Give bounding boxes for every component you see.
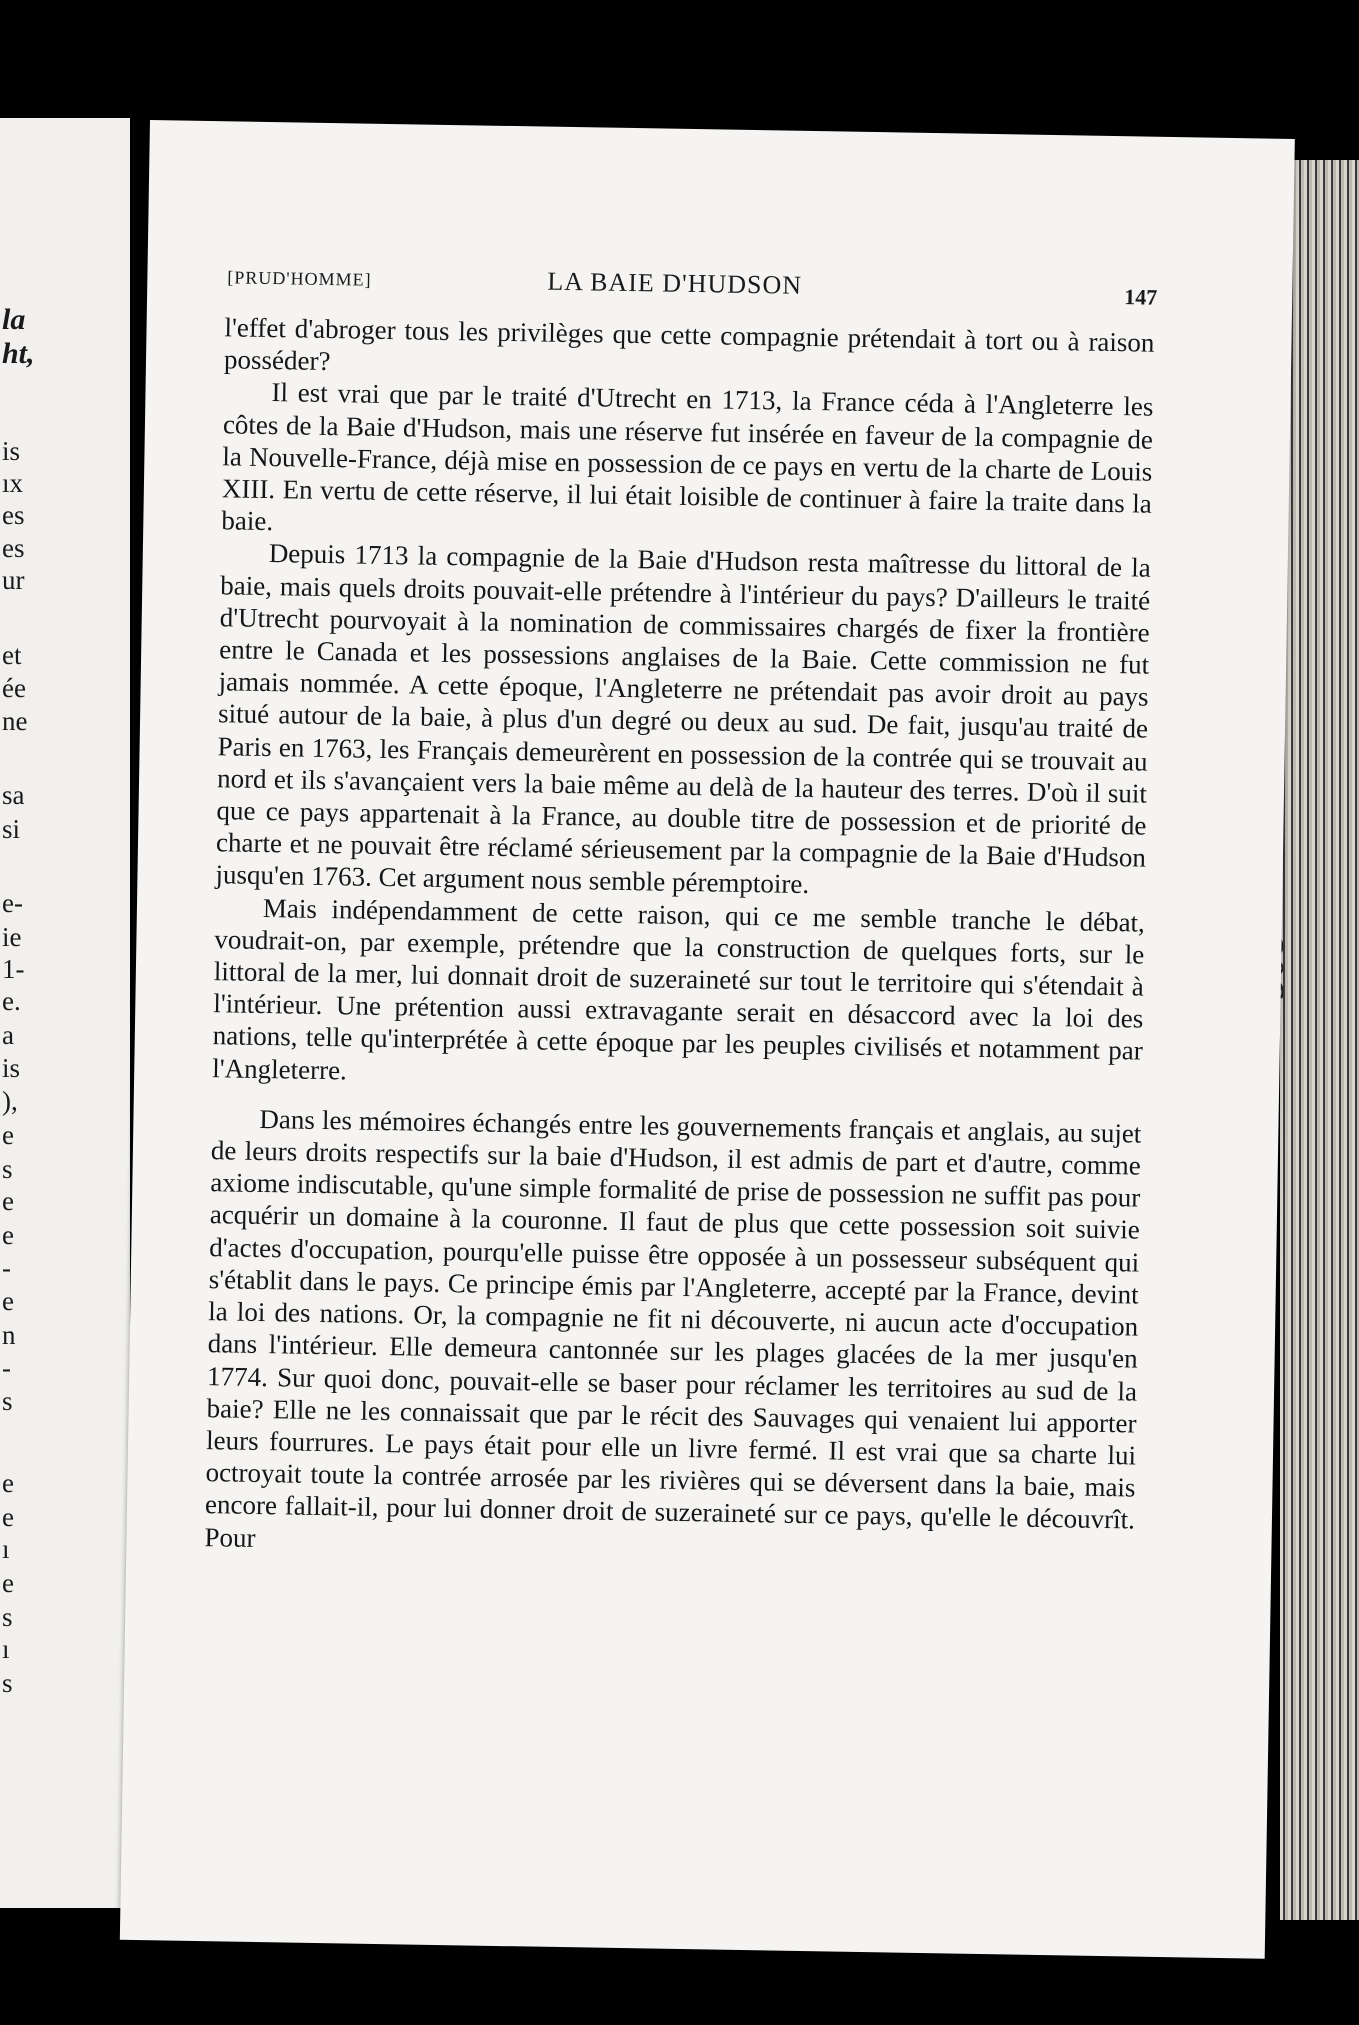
running-head-author: [PRUD'HOMME] — [227, 267, 372, 290]
body-text — [204, 311, 1154, 1568]
facing-page-fragment: e — [2, 1468, 14, 1498]
facing-page-fragment: 1- — [2, 954, 25, 984]
facing-page-fragment: es — [2, 500, 25, 530]
facing-page-fragment: ), — [2, 1086, 18, 1116]
facing-page-fragment: e — [2, 1120, 14, 1150]
facing-page-fragment: e — [2, 1286, 14, 1316]
facing-page-fragment: et — [2, 640, 22, 670]
facing-page-fragment: e. — [2, 986, 21, 1016]
book-page — [120, 120, 1295, 1959]
facing-page-fragment: sa — [2, 780, 25, 810]
running-head — [227, 261, 1157, 310]
facing-page-fragment: - — [2, 1353, 11, 1383]
facing-page-fragment: is — [2, 1053, 21, 1083]
facing-page-fragment: n — [2, 1320, 16, 1350]
paragraph: Mais indépendamment de cette raison, qui ce me semble tranche le débat, voudrait-on, par exemple, prétendre que la construction de quelques forts, sur le littoral de la mer, lui donnait droit de suzeraineté sur tout le territoire qui s'étendait à l'intérieur. Une prétention aussi extravagante serait en désaccord avec la loi des nations, telle qu'interprétée à cette époque par les peuples civilisés et notamment par l'Angleterre. — [212, 892, 1146, 1086]
facing-page-fragment: a — [2, 1020, 14, 1050]
facing-page-fragment: ée — [2, 673, 26, 703]
facing-page — [0, 118, 130, 1908]
facing-page-fragment: ur — [2, 565, 25, 595]
paragraph: Dans les mémoires échangés entre les gouvernements français et anglais, au sujet de leurs droits respectifs sur la baie d'Hudson, il est admis de part et d'autre, comme axiome indiscutable, qu'une simple formalité de prise de possession ne suffit pas pour acquérir un domaine à la couronne. Il faut de plus que cette possession soit suivie d'actes d'occupation, pourqu'elle puisse être opposée à un possesseur subséquent qui s'établit dans le pays. Ce principe émis par l'Angleterre, accepté par la France, devint la loi des nations. Or, la compagnie ne fit ni découverte, ni aucun acte d'occupation dans l'intérieur. Elle demeura cantonnée sur les plages glacées de la mer jusqu'en 1774. Sur quoi donc, pouvait-elle se baser pour réclamer les territoires au sud de la baie? Elle ne les connaissait que par le récit des Sauvages qui venaient lui apporter leurs fourrures. Le pays était pour elle un livre fermé. Il est vrai que sa charte lui octroyait toute la contrée arrosée par les rivières qui se déversent dans la baie, mais encore fallait-il, pour lui donner droit de suzeraineté sur ce pays, qu'elle le découvrît. Pour — [204, 1103, 1142, 1553]
facing-page-fragment: es — [2, 533, 25, 563]
facing-page-fragment: ı — [2, 1634, 10, 1664]
facing-page-fragment: ie — [2, 922, 22, 952]
facing-page-fragment: s — [2, 1386, 13, 1416]
facing-page-fragment: ne — [2, 706, 28, 736]
facing-page-fragment: - — [2, 1253, 11, 1283]
facing-page-fragment: s — [2, 1602, 13, 1632]
facing-page-fragment: la — [2, 303, 26, 336]
paragraph: Depuis 1713 la compagnie de la Baie d'Hudson resta maîtresse du littoral de la baie, mais quels droits pouvait-elle prétendre à l'intérieur du pays? D'ailleurs le traité d'Utrecht pourvoyait à la nomination de commissaires chargés de fixer la frontière entre le Canada et les possessions anglaises de la Baie. Cette commission ne fut jamais nommée. A cette époque, l'Angleterre ne prétendait pas avoir droit au pays situé autour de la baie, à plus d'un degré ou deux au sud. De fait, jusqu'au traité de Paris en 1763, les Français demeurèrent en possession de la contrée qui se trouvait au nord et ils s'avançaient vers la baie même au delà de la hauteur des terres. D'où il suit que ce pays appartenait à la France, au double titre de possession et de priorité de charte et ne pouvait être réclamé sérieusement par la compagnie de la Baie d'Hudson jusqu'en 1763. Cet argument nous semble péremptoire. — [215, 538, 1151, 900]
facing-page-fragment: e — [2, 1186, 14, 1216]
facing-page-fragment: e- — [2, 888, 23, 918]
paragraph: l'effet d'abroger tous les privilèges que cette compagnie prétendait à tort ou à raison posséder? — [223, 312, 1155, 377]
running-head-title: LA BAIE D'HUDSON — [547, 266, 803, 300]
facing-page-fragment: ht, — [2, 337, 35, 370]
facing-page-fragment: e — [2, 1220, 14, 1250]
facing-page-fragment: si — [2, 814, 21, 844]
facing-page-fragment: s — [2, 1668, 13, 1698]
facing-page-fragment: s — [2, 1154, 13, 1184]
facing-page-fragment: is — [2, 436, 21, 466]
page-number: 147 — [1123, 284, 1158, 310]
facing-page-fragment: ıx — [2, 468, 24, 498]
facing-page-fragment: ı — [2, 1534, 10, 1564]
facing-page-fragment: e — [2, 1502, 14, 1532]
page-edges — [1280, 160, 1359, 1920]
facing-page-fragment: e — [2, 1568, 14, 1598]
paragraph: Il est vrai que par le traité d'Utrecht en 1713, la France céda à l'Angleterre les côtes de la Baie d'Hudson, mais une réserve fut insérée en faveur de la compagnie de la Nouvelle-France, déjà mise en possession de ce pays en vertu de la charte de Louis XIII. En vertu de cette réserve, il lui était loisible de continuer à faire la traite dans la baie. — [221, 377, 1154, 537]
